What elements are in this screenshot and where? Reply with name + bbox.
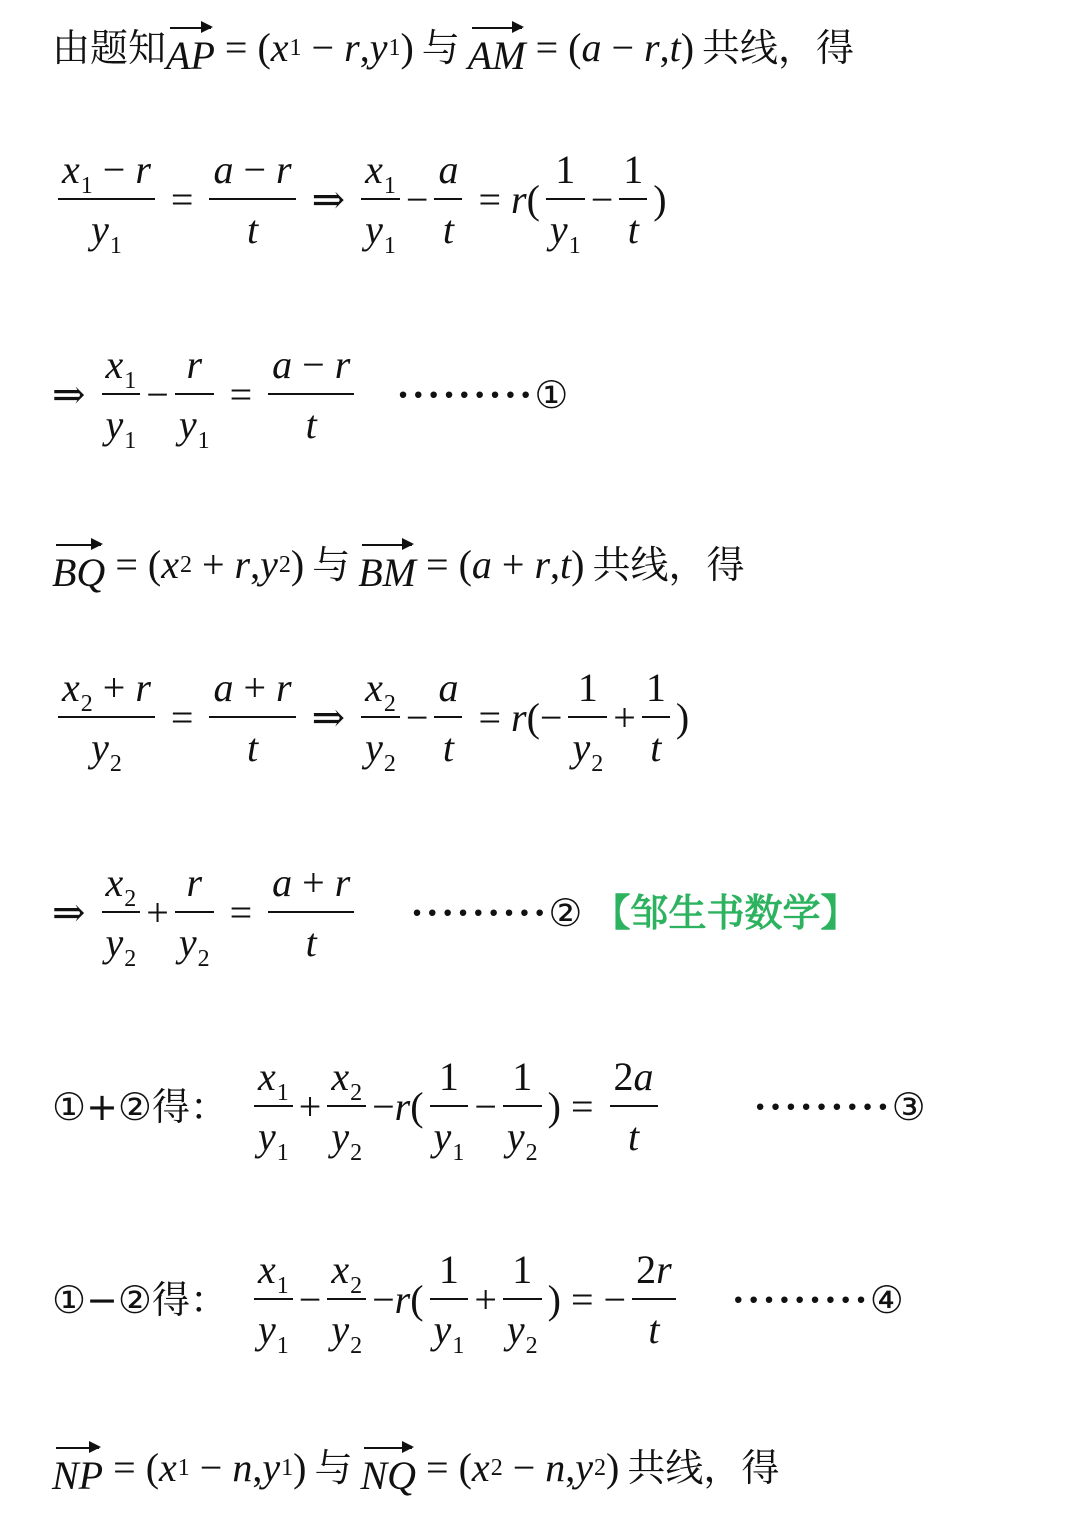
fraction: $\frac{1}{t}$	[642, 668, 670, 768]
fraction: $\frac{r}{y_2}$	[175, 863, 214, 963]
equation-label-2: ②	[548, 891, 583, 935]
fraction: $\frac{1}{t}$	[619, 150, 647, 250]
line-ap-am-collinear: 由题知 AP = ( x 1 − r , y 1 ) 与 AM = ( a − r , t ) 共线，得	[52, 20, 854, 76]
equation-label-4: ④	[869, 1278, 904, 1322]
with-text: 与	[421, 26, 460, 70]
equation-label-3: ③	[891, 1085, 926, 1129]
intro-text: 由题知	[52, 26, 167, 70]
with-text: 与	[314, 1446, 353, 1490]
fraction: $\frac{x_1}{y_1}$	[254, 1250, 293, 1350]
fraction: $\frac{r}{y_1}$	[175, 345, 214, 445]
leader-dots: ·········	[753, 1084, 892, 1129]
collinear-text: 共线，得	[627, 1446, 780, 1490]
fraction: $\frac{a + r}{t}$	[268, 863, 354, 963]
fraction: $\frac{x_2}{y_2}$	[361, 668, 400, 768]
fraction: $\frac{a}{t}$	[434, 150, 462, 250]
sum-prefix: ①+②得：	[52, 1085, 228, 1129]
equation-4: ①−②得： $\frac{x_1}{y_1}$ − $\frac{x_2}{y_2}$ − r ( $\frac{1}{y_1}$ + $\frac{1}{y_2}$ ) = − $\frac{2r}{t}$ ········· ④	[52, 1247, 904, 1359]
equation-2: ⇒ $\frac{x_2}{y_2}$ + $\frac{r}{y_2}$ = $\frac{a + r}{t}$ ········· ② 【邹生书数学】	[52, 860, 859, 972]
fraction: $\frac{x_1 - r}{y_1}$	[58, 150, 155, 250]
brand-watermark: 【邹生书数学】	[592, 891, 859, 935]
fraction: $\frac{x_2}{y_2}$	[102, 863, 141, 963]
collinear-text: 共线，得	[702, 26, 855, 70]
difference-prefix: ①−②得：	[52, 1278, 228, 1322]
vector-bq: BQ	[52, 537, 105, 593]
leader-dots: ·········	[410, 890, 549, 935]
fraction: $\frac{x_1}{y_1}$	[102, 345, 141, 445]
fraction: $\frac{a - r}{t}$	[268, 345, 354, 445]
equation-3: ①+②得： $\frac{x_1}{y_1}$ + $\frac{x_2}{y_2}$ − r ( $\frac{1}{y_1}$ − $\frac{1}{y_2}$ ) = $\frac{2a}{t}$ ········· ③	[52, 1054, 926, 1166]
equation-1a: $\frac{x_1 - r}{y_1}$ = $\frac{a - r}{t}$ ⇒ $\frac{x_1}{y_1}$ − $\frac{a}{t}$ = r ( $\frac{1}{y_1}$ − $\frac{1}{t}$ )	[52, 150, 667, 250]
fraction: $\frac{x_2}{y_2}$	[327, 1057, 366, 1157]
line-np-nq-collinear: NP = ( x 1 − n , y 1 ) 与 NQ = ( x 2 − n , y 2 ) 共线，得	[52, 1440, 779, 1496]
fraction: $\frac{1}{y_1}$	[430, 1057, 469, 1157]
fraction: $\frac{1}{y_2}$	[503, 1057, 542, 1157]
vector-nq: NQ	[360, 1440, 416, 1496]
fraction: $\frac{1}{y_2}$	[568, 668, 607, 768]
with-text: 与	[312, 543, 351, 587]
vector-np: NP	[52, 1440, 103, 1496]
fraction: $\frac{2r}{t}$	[632, 1250, 676, 1350]
equation-2a: $\frac{x_2 + r}{y_2}$ = $\frac{a + r}{t}$ ⇒ $\frac{x_2}{y_2}$ − $\frac{a}{t}$ = r (− $\frac{1}{y_2}$ + $\frac{1}{t}$ )	[52, 668, 689, 768]
fraction: $\frac{x_2}{y_2}$	[327, 1250, 366, 1350]
fraction: $\frac{a}{t}$	[434, 668, 462, 768]
fraction: $\frac{1}{y_1}$	[546, 150, 585, 250]
vector-bm: BM	[358, 537, 416, 593]
fraction: $\frac{1}{y_1}$	[430, 1250, 469, 1350]
fraction: $\frac{a - r}{t}$	[209, 150, 295, 250]
leader-dots: ·········	[731, 1277, 870, 1322]
equation-1: ⇒ $\frac{x_1}{y_1}$ − $\frac{r}{y_1}$ = $\frac{a - r}{t}$ ········· ①	[52, 342, 569, 454]
fraction: $\frac{1}{y_2}$	[503, 1250, 542, 1350]
fraction: $\frac{x_1}{y_1}$	[361, 150, 400, 250]
fraction: $\frac{2a}{t}$	[610, 1057, 658, 1157]
collinear-text: 共线，得	[592, 543, 745, 587]
line-bq-bm-collinear: BQ = ( x 2 + r , y 2 ) 与 BM = ( a + r , t ) 共线，得	[52, 537, 745, 593]
fraction: $\frac{a + r}{t}$	[209, 668, 295, 768]
leader-dots: ·········	[396, 372, 535, 417]
vector-ap: AP	[166, 20, 215, 76]
fraction: $\frac{x_2 + r}{y_2}$	[58, 668, 155, 768]
fraction: $\frac{x_1}{y_1}$	[254, 1057, 293, 1157]
vector-am: AM	[468, 20, 526, 76]
equation-label-1: ①	[534, 373, 569, 417]
